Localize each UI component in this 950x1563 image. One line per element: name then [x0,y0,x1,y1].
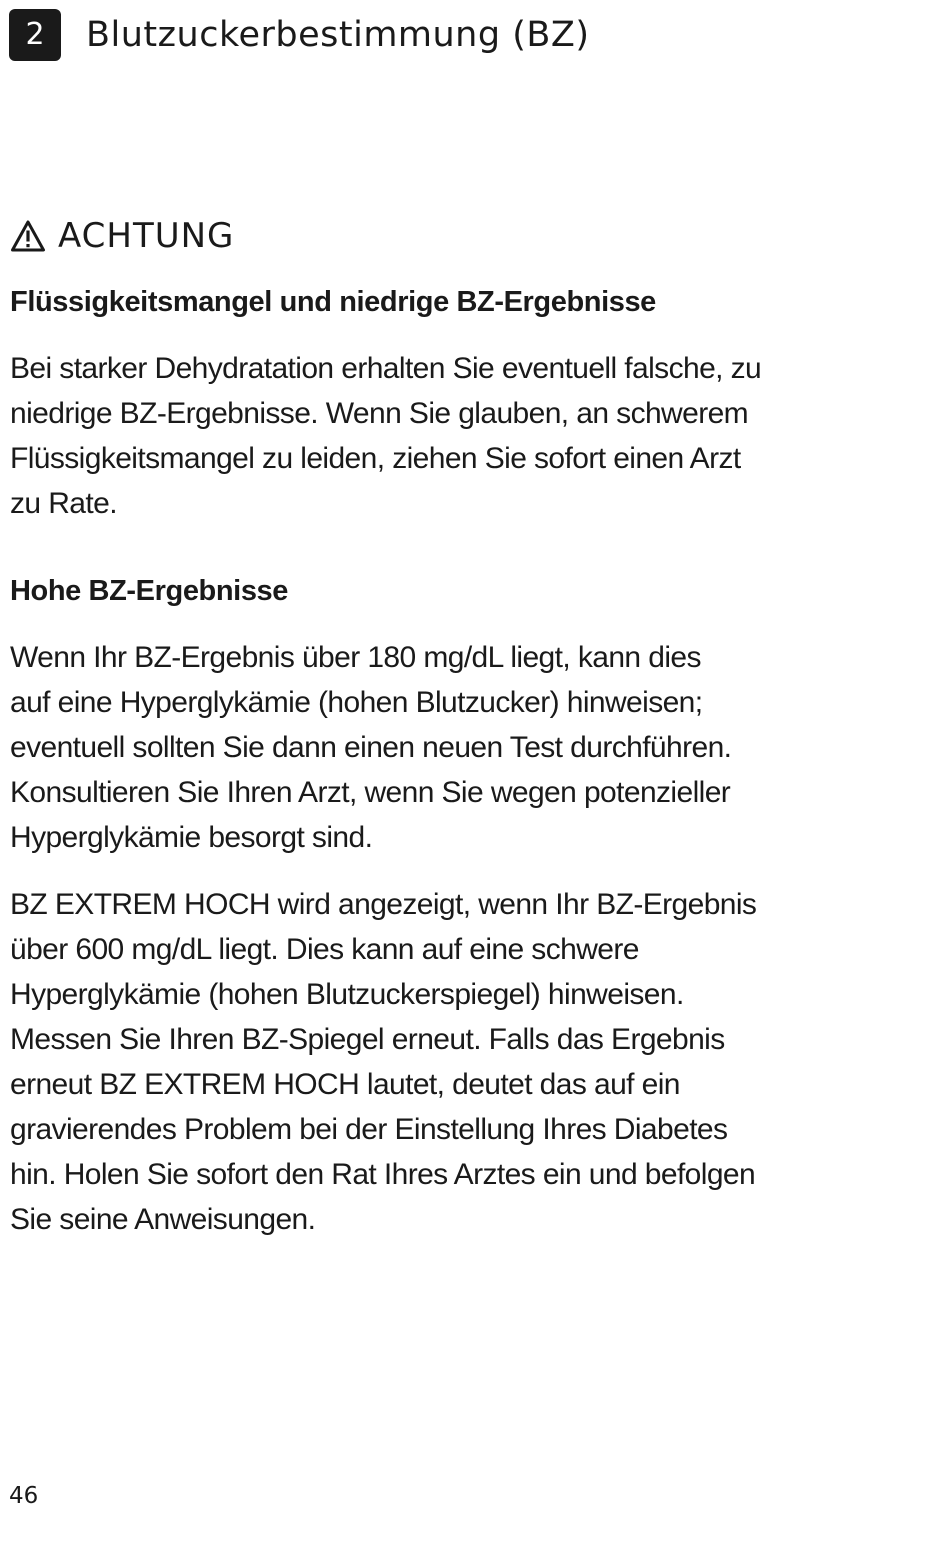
chapter-number-badge: 2 [9,9,61,61]
chapter-header [9,8,590,61]
text-line: auf eine Hyperglykämie (hohen Blutzucker) hinweisen; [10,686,703,719]
text-line: erneut BZ EXTREM HOCH lautet, deutet das auf ein [10,1068,680,1101]
text-line: niedrige BZ-Ergebnisse. Wenn Sie glauben, an schwerem [10,397,749,430]
text-line: gravierendes Problem bei der Einstellung Ihres Diabetes [10,1113,728,1146]
warning-heading [10,212,234,260]
text-line: über 600 mg/dL liegt. Dies kann auf eine schwere [10,933,639,966]
warning-content [10,280,840,1242]
text-line: Wenn Ihr BZ-Ergebnis über 180 mg/dL liegt, kann dies [10,641,701,674]
warning-triangle-icon [10,219,46,253]
text-line: Konsultieren Sie Ihren Arzt, wenn Sie wegen potenzieller [10,776,731,809]
text-line: BZ EXTREM HOCH wird angezeigt, wenn Ihr BZ-Ergebnis [10,888,757,921]
page-number: 46 [9,1483,39,1509]
text-line: eventuell sollten Sie dann einen neuen Test durchführen. [10,731,732,764]
text-line: Hyperglykämie (hohen Blutzuckerspiegel) hinweisen. [10,978,684,1011]
chapter-title: Blutzuckerbestimmung (BZ) [86,14,590,55]
text-line: zu Rate. [10,487,117,520]
text-line: Messen Sie Ihren BZ-Spiegel erneut. Falls das Ergebnis [10,1023,725,1056]
text-line: Hyperglykämie besorgt sind. [10,821,373,854]
section-heading-dehydration: Flüssigkeitsmangel und niedrige BZ-Ergebnisse [10,286,656,318]
paragraph-hyperglycemia [10,635,840,860]
paragraph-dehydration [10,346,840,526]
warning-label: ACHTUNG [58,216,235,256]
text-line: Sie seine Anweisungen. [10,1203,316,1236]
paragraph-extreme-high [10,882,840,1242]
text-line: hin. Holen Sie sofort den Rat Ihres Arztes ein und befolgen [10,1158,756,1191]
text-line: Bei starker Dehydratation erhalten Sie eventuell falsche, zu [10,352,762,385]
text-line: Flüssigkeitsmangel zu leiden, ziehen Sie sofort einen Arzt [10,442,741,475]
section-heading-high-results: Hohe BZ-Ergebnisse [10,575,289,607]
